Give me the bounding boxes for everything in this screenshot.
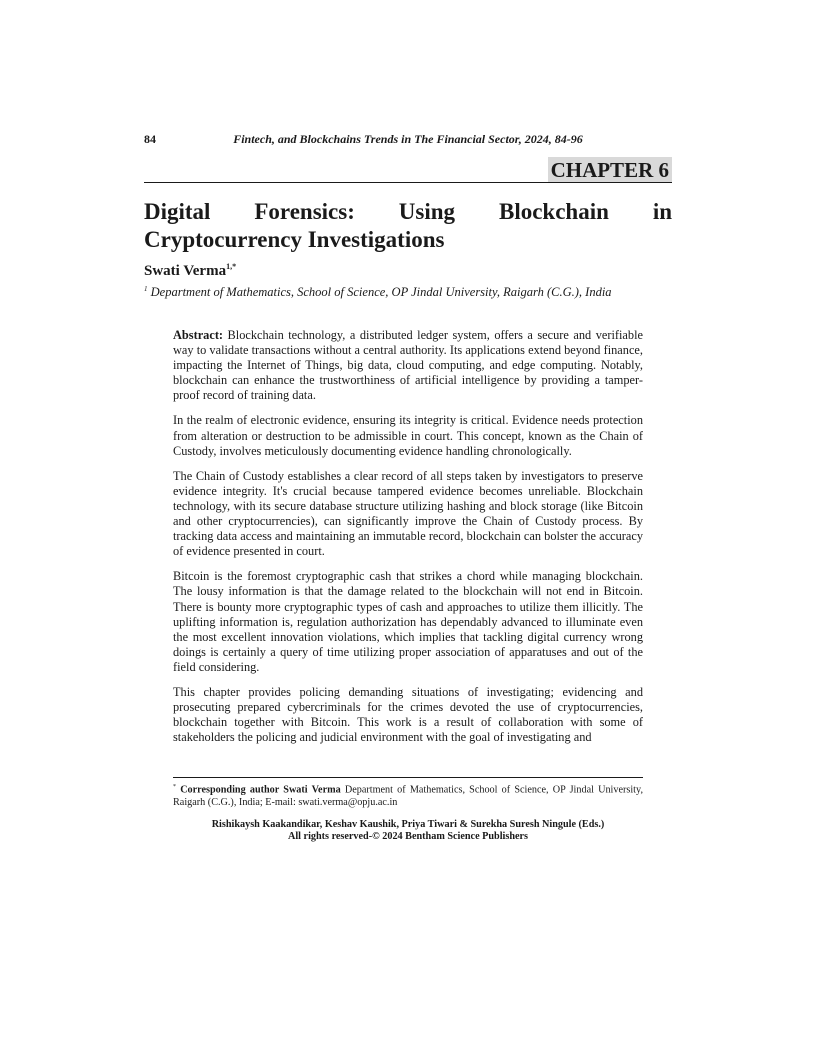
chapter-label: CHAPTER 6 xyxy=(548,157,672,182)
footnote-marker: * xyxy=(173,784,176,790)
chapter-title xyxy=(144,198,672,254)
author-name: Swati Verma xyxy=(144,263,227,279)
abstract-paragraph-2: In the realm of electronic evidence, ensuring its integrity is critical. Evidence needs protection from alteration or destruction to be admissible in court. This concept, known as the Chain of Custody, involves meticulously documenting evidence handling chronologically. xyxy=(173,413,643,458)
abstract-paragraph-5: This chapter provides policing demanding situations of investigating; evidencing and prosecuting prepared cybercriminals for the crimes devoted the use of cryptocurrencies, blockchain together with Bitcoin. This work is a result of collaboration with some of stakeholders the policing and judicial environment with the goal of investigating and xyxy=(173,684,643,745)
title-divider xyxy=(144,182,672,183)
abstract-label: Abstract: xyxy=(173,328,224,342)
editors-line: Rishikaysh Kaakandikar, Keshav Kaushik, Priya Tiwari & Surekha Suresh Ningule (Eds.) xyxy=(211,819,605,830)
chapter-title-line-2: Cryptocurrency Investigations xyxy=(144,227,445,252)
running-title: Fintech, and Blockchains Trends in The Financial Sector, 2024, 84-96 xyxy=(233,132,583,146)
affiliation-text: Department of Mathematics, School of Science, OP Jindal University, Raigarh (C.G.), India xyxy=(147,285,612,300)
running-header xyxy=(144,132,672,148)
rights-line: All rights reserved-© 2024 Bentham Science Publishers xyxy=(287,831,529,842)
footnote-divider xyxy=(173,777,643,778)
chapter-title-line-1: Digital Forensics: Using Blockchain in xyxy=(144,199,672,224)
footnote xyxy=(173,781,643,809)
abstract-paragraph-1-text: Blockchain technology, a distributed ledger system, offers a secure and verifiable way to validate transactions without a central authority. Its applications extend beyond finance, impacting the Internet of Things, big data, cloud computing, and edge computing. Notably, blockchain can enhance the trustworthiness of artificial intelligence by providing a tamper-proof record of training data. xyxy=(173,328,643,403)
page-number: 84 xyxy=(144,132,156,146)
footnote-text: Department of Mathematics, School of Science, OP Jindal University, Raigarh (C.G.), India; E-mail: swati.verma@opju.ac.in xyxy=(173,784,643,809)
affiliation-marker: 1 xyxy=(144,285,148,293)
publisher-info xyxy=(173,819,643,843)
author-superscript: 1,* xyxy=(226,262,237,271)
footnote-corresponding-author: Corresponding author Swati Verma xyxy=(176,784,341,796)
author xyxy=(144,262,236,280)
affiliation xyxy=(144,285,684,300)
abstract xyxy=(173,328,643,755)
abstract-paragraph-4: Bitcoin is the foremost cryptographic cash that strikes a chord while managing blockchain. The lousy information is that the damage related to the blockchain will not end in Bitcoin. There is bounty more cryptographic types of cash and approaches to utilize them illicitly. The uplifting information is, regulation authorization has dependably advanced to illuminate even the most excellent innovation violations, which implies that tackling digital currency wrong doings is certainly a query of time utilizing proper association of apparatuses and out of the field considering. xyxy=(173,569,643,674)
abstract-paragraph-1 xyxy=(173,328,643,403)
abstract-paragraph-3: The Chain of Custody establishes a clear record of all steps taken by investigators to preserve evidence integrity. It's crucial because tampered evidence becomes unreliable. Blockchain technology, with its secure database structure utilizing hashing and block storage (like Bitcoin and other cryptocurrencies), can significantly improve the Chain of Custody process. By tracking data access and maintaining an immutable record, blockchain can bolster the accuracy of evidence presented in court. xyxy=(173,468,643,559)
